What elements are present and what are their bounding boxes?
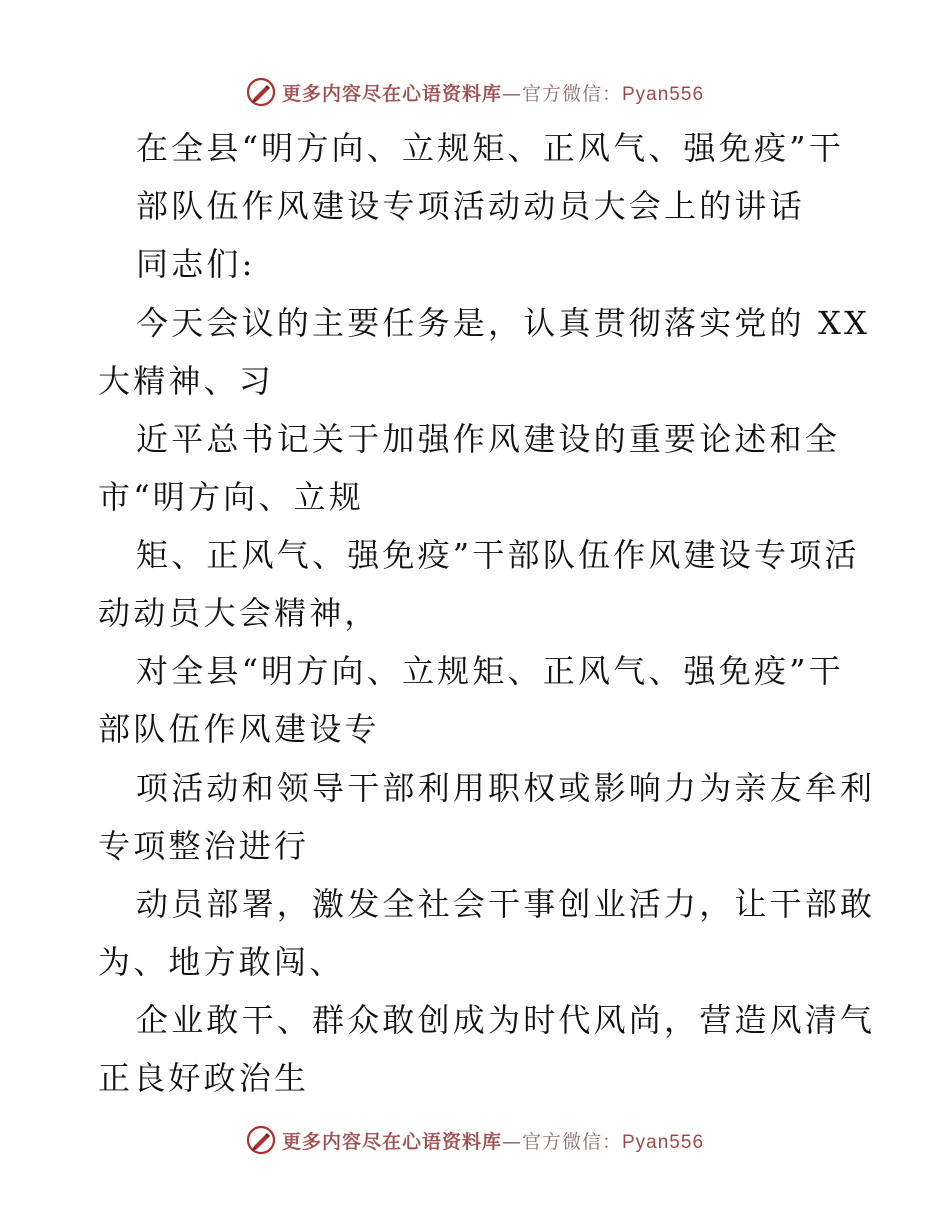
- body-line: 专项整治进行: [98, 827, 310, 865]
- banner-text: [282, 1127, 704, 1154]
- body-line: 正良好政治生: [98, 1059, 310, 1097]
- pen-logo-icon: [246, 77, 276, 107]
- body-line: 矩、正风气、强免疫”干部队伍作风建设专项活: [136, 536, 860, 574]
- banner-wechat-id: Pyan556: [622, 83, 705, 105]
- banner-dash: —: [501, 1130, 522, 1153]
- body-line: 近平总书记关于加强作风建设的重要论述和全: [136, 420, 841, 458]
- banner-main-text: 更多内容尽在心语资料库: [281, 1130, 502, 1153]
- body-line: 对全县“明方向、立规矩、正风气、强免疫”干: [136, 652, 844, 690]
- header-banner: [0, 72, 950, 112]
- body-line: 今天会议的主要任务是，认真贯彻落实党的 XX: [136, 304, 871, 342]
- salutation: 同志们:: [136, 245, 256, 283]
- banner-dash: —: [501, 82, 522, 105]
- banner-wechat-label: 官方微信：: [521, 1130, 622, 1153]
- body-line: 动动员大会精神，: [98, 594, 380, 632]
- pen-logo-icon: [246, 1125, 276, 1155]
- body-line: 企业敢干、群众敢创成为时代风尚，营造风清气: [136, 1001, 876, 1039]
- document-title-line-2: 部队伍作风建设专项活动动员大会上的讲话: [136, 187, 805, 225]
- document-title-line-1: 在全县“明方向、立规矩、正风气、强免疫”干: [136, 129, 844, 167]
- body-line: 市“明方向、立规: [98, 478, 364, 516]
- body-line: 项活动和领导干部利用职权或影响力为亲友牟利: [136, 769, 876, 807]
- body-line: 大精神、习: [98, 362, 275, 400]
- body-line: 为、地方敢闯、: [98, 943, 345, 981]
- body-line: 动员部署，激发全社会干事创业活力，让干部敢: [136, 885, 876, 923]
- banner-main-text: 更多内容尽在心语资料库: [281, 82, 502, 105]
- footer-banner: [0, 1120, 950, 1160]
- body-line: 部队伍作风建设专: [98, 710, 380, 748]
- banner-wechat-id: Pyan556: [622, 1131, 705, 1153]
- banner-text: [282, 79, 704, 106]
- banner-wechat-label: 官方微信：: [521, 82, 622, 105]
